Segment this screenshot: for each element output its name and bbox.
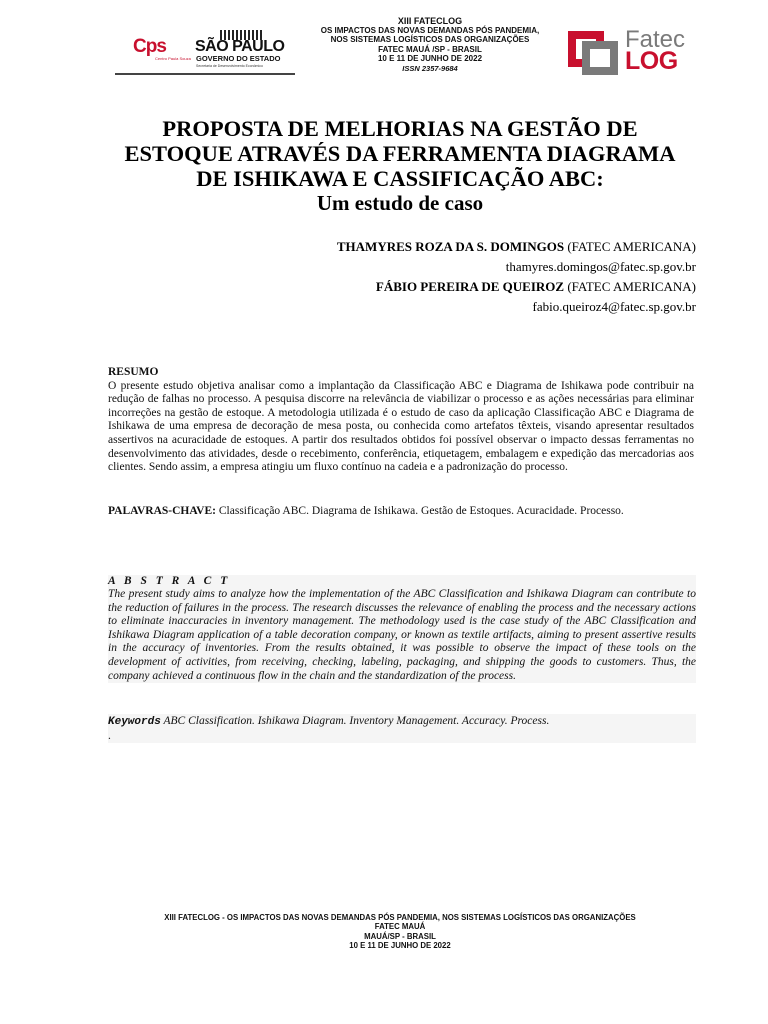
resumo-section [108, 366, 694, 475]
title-line-3: DE ISHIKAWA E CASSIFICAÇÃO ABC: [196, 166, 604, 191]
page-header [0, 0, 768, 88]
keywords-line [108, 714, 696, 729]
event-line-4: FATEC MAUÁ /SP - BRASIL [378, 44, 482, 54]
abstract-section [108, 575, 696, 683]
abstract-text: The present study aims to analyze how the implementation of the ABC Classification and Ishikawa Diagram can contribute to the reduction of failures in the process. The research discusses the relevance of enabling the process and the necessary actions to eliminate inaccuracies in inventory management. The methodology used is the case study of the ABC Classification and Ishikawa Diagram application of a table decoration company, or known as textile artifacts, aiming to present assertive results in the accuracy of inventories. From the results obtained, it was possible to observe the impact of these tools on the development of activities, from receiving, checking, labeling, packaging, and shipping the goods to customers. Thus, the company achieved a continuous flow in the chain and the standardization of the process. [108, 588, 696, 682]
keywords-trailing: . [108, 730, 111, 742]
author-line [96, 237, 696, 257]
event-line-1: XIII FATECLOG [397, 16, 463, 26]
author-email: thamyres.domingos@fatec.sp.gov.br [505, 259, 696, 274]
fatec-logo-word: Fatec [625, 26, 686, 53]
event-line-2: OS IMPACTOS DAS NOVAS DEMANDAS PÓS PANDEMIA, [320, 26, 540, 35]
cps-logo-mark: Cps [133, 36, 166, 57]
footer-line-3: MAUÁ/SP - BRASIL [364, 931, 436, 941]
event-line-5: 10 E 11 DE JUNHO DE 2022 [377, 54, 483, 64]
paper-subtitle: Um estudo de caso [316, 191, 484, 215]
event-header [290, 16, 570, 73]
author-name: THAMYRES ROZA DA S. DOMINGOS [336, 239, 565, 254]
footer-line-1: XIII FATECLOG - OS IMPACTOS DAS NOVAS DEMANDAS PÓS PANDEMIA, NOS SISTEMAS LOGÍSTICOS DAS ORGANIZAÇÕES [164, 913, 636, 922]
footer-line-4: 10 E 11 DE JUNHO DE 2022 [349, 941, 451, 951]
sao-paulo-government-logo [195, 30, 290, 72]
palavras-chave-text: Classificação ABC. Diagrama de Ishikawa. Gestão de Estoques. Acuracidade. Processo. [218, 505, 624, 517]
cps-logo-subtext: Centro Paula Souza [155, 56, 191, 61]
event-line-3: NOS SISTEMAS LOGÍSTICOS DAS ORGANIZAÇÕES [330, 35, 530, 45]
authors-block [96, 237, 696, 317]
author-email: fabio.queiroz4@fatec.sp.gov.br [532, 299, 696, 314]
keywords-label: Keywords [108, 716, 161, 728]
title-line-2: ESTOQUE ATRAVÉS DA FERRAMENTA DIAGRAMA [124, 141, 676, 166]
issn: ISSN 2357-9684 [402, 63, 458, 73]
author-name: FÁBIO PEREIRA DE QUEIROZ [375, 279, 565, 294]
palavras-chave [108, 504, 708, 518]
sp-logo-name: SÃO PAULO [195, 38, 285, 55]
keywords-section [108, 714, 696, 743]
header-divider [115, 73, 295, 75]
keywords-text: ABC Classification. Ishikawa Diagram. Inventory Management. Accuracy. Process. [163, 715, 550, 727]
paper-title [100, 116, 700, 216]
author-affiliation: (FATEC AMERICANA) [567, 239, 696, 254]
sp-logo-gov: GOVERNO DO ESTADO [196, 54, 281, 63]
resumo-heading: RESUMO [108, 366, 159, 378]
palavras-chave-label: PALAVRAS-CHAVE: [108, 505, 216, 517]
title-line-1: PROPOSTA DE MELHORIAS NA GESTÃO DE [162, 116, 638, 141]
abstract-heading: A B S T R A C T [108, 575, 231, 587]
resumo-text: O presente estudo objetiva analisar como a implantação da Classificação ABC e Diagrama de Ishikawa pode contribuir na redução de falhas no processo. A pesquisa discorre na relevância de viabilizar o processo e as ações necessárias para eliminar incorreções na gestão de estoque. A metodologia utilizada é o estudo de caso da aplicação Classificação ABC e Diagrama de Ishikawa de uma empresa de decoração de mesa posta, ou conhecida como artefatos têxteis, visando apresentar resultados assertivos na acuracidade de estoques. A partir dos resultados obtidos foi possível observar o impacto dessas ferramentas no desenvolvimento das atividades, desde o recebimento, conferência, etiquetagem, embalagem e expedição das mercadorias aos clientes. Sendo assim, a empresa atingiu um fluxo contínuo na cadeia e a padronização do processo. [108, 379, 694, 474]
author-line [96, 277, 696, 297]
fatec-log-logo [568, 27, 698, 75]
author-affiliation: (FATEC AMERICANA) [567, 279, 696, 294]
cps-logo [133, 37, 193, 65]
log-logo-word: LOG [625, 47, 678, 75]
page-footer [100, 913, 700, 951]
footer-line-2: FATEC MAUÁ [374, 922, 426, 932]
fatec-logo-mark-icon [568, 27, 618, 75]
sp-logo-secretaria: Secretaria de Desenvolvimento Econômico [196, 64, 263, 68]
